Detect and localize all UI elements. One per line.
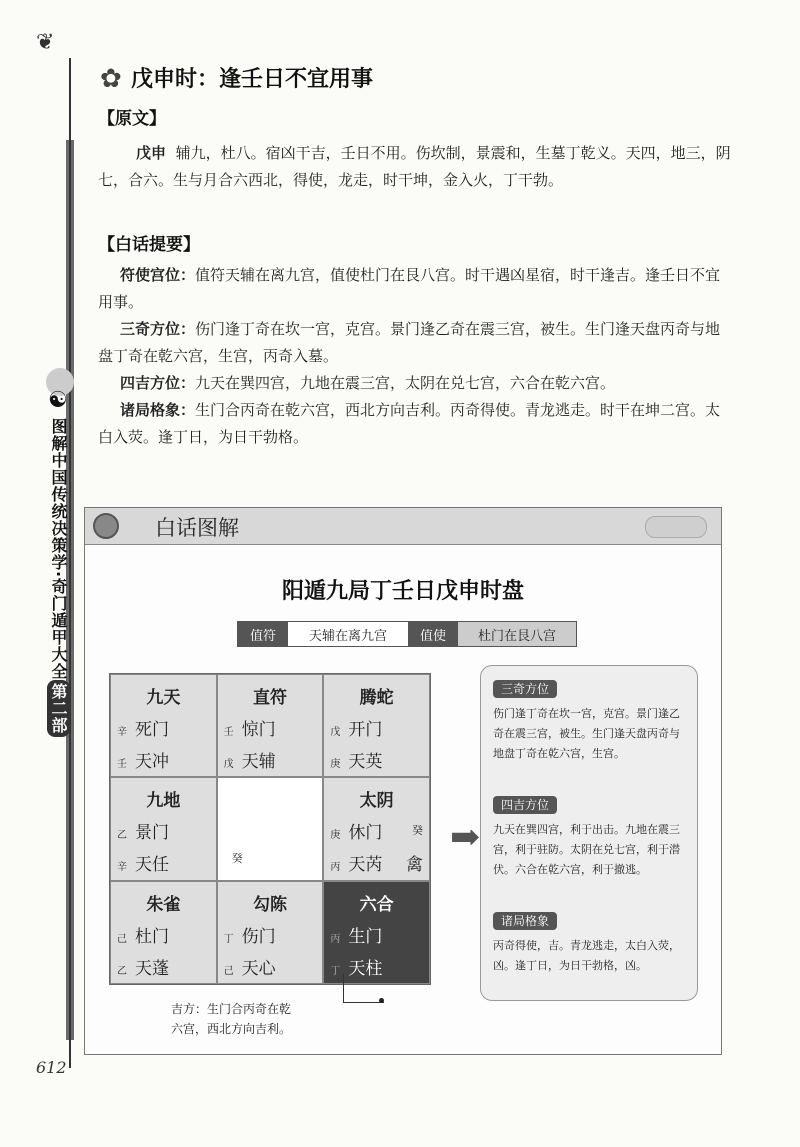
right-arrow-icon: ➡	[450, 817, 481, 858]
baihua-item-label: 三奇方位：	[120, 320, 196, 338]
baihua-item-text: 生门合丙奇在乾六宫，西北方向吉利。丙奇得使。青龙逃走。时干在坤二宫。太白入荧。逢丁日，为日干勃格。	[98, 401, 721, 446]
cell-stem: 丙	[330, 862, 341, 874]
cell-extra-star: 禽	[405, 855, 423, 876]
zhifu-value: 天辅在离九宫	[288, 622, 408, 646]
yuanwen-paragraph	[98, 140, 734, 194]
cell-god: 九天	[146, 688, 181, 708]
cell-row	[117, 818, 169, 843]
cell-stem: 戊	[223, 759, 234, 770]
section-yuanwen-header: 【原文】	[98, 109, 166, 129]
cell-row	[117, 954, 169, 979]
panel-text: 九天在巽四宫，利于出击。九地在震三宫，利于驻防。太阴在兑七宫，利于潜伏。六合在乾六宫，利于撤逃。	[493, 823, 680, 876]
cell-god: 九地	[146, 791, 181, 812]
cell-stem: 辛	[117, 727, 127, 738]
callout-note	[171, 999, 291, 1039]
palace-cell	[110, 777, 217, 880]
palace-cell	[323, 674, 430, 777]
cell-god: 腾蛇	[359, 688, 394, 708]
panel-text: 伤门逢丁奇在坎一宫，克宫。景门逢乙奇在震三宫，被生。生门逢天盘丙奇与地盘丁奇在乾六宫，生宫。	[493, 707, 680, 760]
cell-stem: 庚	[330, 830, 341, 842]
cell-star: 天冲	[135, 752, 169, 772]
center-palace	[217, 777, 324, 880]
cell-row	[224, 747, 276, 772]
cell-door: 休门	[348, 823, 383, 844]
zhifu-label: 值符	[238, 622, 288, 646]
cell-star: 天芮	[348, 855, 383, 876]
diagram-box	[84, 507, 722, 1055]
palace-cell	[217, 674, 324, 777]
cell-god: 六合	[359, 894, 394, 915]
side-title	[44, 418, 70, 737]
baihua-item	[98, 262, 734, 316]
cell-star: 天柱	[348, 958, 383, 979]
cell-door: 伤门	[241, 926, 276, 947]
palace-cell	[110, 674, 217, 777]
cell-star: 天任	[135, 855, 169, 876]
baihua-item-text: 值符天辅在离九宫，值使杜门在艮八宫。时干遇凶星宿，时干逢吉。逢壬日不宜用事。	[98, 266, 721, 311]
cell-row	[117, 747, 169, 772]
diagram-header	[85, 508, 721, 545]
cell-door: 杜门	[135, 926, 169, 947]
cell-door: 生门	[348, 926, 383, 947]
palace-cell	[217, 881, 324, 984]
baihua-item-label: 四吉方位：	[120, 374, 196, 392]
cell-door: 景门	[135, 823, 169, 844]
corner-ornament-icon: ❦	[36, 30, 55, 55]
cell-row	[330, 747, 382, 772]
cell-stem: 乙	[117, 965, 127, 977]
header-ghost-shape	[645, 516, 707, 538]
panel-text: 丙奇得使，吉。青龙逃走，太白入荧，凶。逢丁日，为日干勃格，凶。	[493, 939, 680, 972]
callout-line	[343, 974, 384, 1003]
cell-door: 死门	[135, 720, 169, 740]
cell-god: 勾陈	[252, 894, 287, 915]
callout-line-1: 吉方：生门合丙奇在乾	[171, 1002, 292, 1016]
zhishi-value: 杜门在艮八宫	[458, 622, 576, 646]
section-baihua-header: 【白话提要】	[98, 235, 200, 255]
cell-stem: 乙	[117, 830, 127, 842]
cell-stem: 己	[117, 933, 127, 945]
zhifu-zhishi-bar	[237, 621, 577, 647]
palace-cell	[323, 777, 430, 880]
callout-dot	[379, 998, 384, 1003]
cell-row	[224, 922, 276, 947]
panel-header: 三奇方位	[493, 680, 557, 698]
baihua-item-text: 伤门逢丁奇在坎一宫，克宫。景门逢乙奇在震三宫，被生。生门逢天盘丙奇与地盘丁奇在乾六宫，生宫，丙奇入墓。	[98, 320, 721, 365]
cell-stem: 己	[223, 965, 234, 977]
cell-row	[330, 715, 382, 740]
page-number: 612	[36, 1058, 67, 1077]
baihua-item	[98, 316, 734, 370]
baihua-item	[98, 370, 734, 397]
side-title-text: 图解中国传统决策学·奇门遁甲大全	[49, 418, 68, 681]
yinyang-icon: ☯	[48, 388, 68, 413]
page-title: 戊申时：逢壬日不宜用事	[131, 67, 374, 92]
cell-row	[330, 850, 382, 875]
yuanwen-lead: 戊申	[136, 144, 167, 162]
chart-title: 阳遁九局丁壬日戊申时盘	[281, 579, 524, 604]
cell-row	[117, 850, 169, 875]
cell-stem: 壬	[117, 759, 127, 770]
cell-stem: 丁	[223, 933, 234, 945]
cell-star: 天蓬	[135, 958, 169, 979]
cell-stem: 丁	[330, 965, 341, 977]
cell-star: 天辅	[241, 752, 276, 772]
cell-god: 朱雀	[146, 894, 181, 915]
cell-stem: 壬	[223, 727, 234, 738]
baihua-item	[98, 397, 734, 451]
cell-star: 天心	[241, 958, 276, 979]
cell-row	[117, 715, 169, 740]
cell-stem: 戊	[330, 727, 341, 738]
diagram-header-title: 白话图解	[155, 516, 239, 540]
baihua-item-label: 符使宫位：	[120, 266, 196, 284]
cell-row	[330, 818, 382, 843]
cell-extra-stem: 癸	[411, 824, 423, 838]
callout-line-2: 六宫，西北方向吉利。	[171, 1022, 292, 1036]
cloud-ornament-icon: ✿	[100, 64, 122, 94]
cell-god: 太阴	[359, 791, 394, 812]
cell-door: 开门	[348, 720, 383, 740]
cell-stem: 庚	[330, 759, 341, 770]
center-stem: 癸	[231, 852, 243, 866]
palace-cell	[110, 881, 217, 984]
cell-god: 直符	[252, 688, 287, 708]
side-badge: 第二部	[47, 680, 70, 737]
cell-row	[224, 954, 276, 979]
palace-cell-highlight	[323, 881, 430, 984]
palace-grid	[109, 673, 431, 985]
cell-row	[224, 715, 276, 740]
diagram-logo-icon	[93, 513, 119, 539]
baihua-item-text: 九天在巽四宫，九地在震三宫，太阴在兑七宫，六合在乾六宫。	[195, 374, 616, 392]
panel-header: 诸局格象	[493, 912, 557, 930]
cell-stem: 丙	[330, 933, 341, 945]
cell-row	[117, 922, 169, 947]
cell-door: 惊门	[241, 720, 276, 740]
zhishi-label: 值使	[408, 622, 458, 646]
summary-panel	[480, 665, 698, 1001]
yuanwen-text: 辅九，杜八。宿凶干吉，壬日不用。伤坎制，景震和，生墓丁乾义。天四，地三，阴七，合六。生与月合六西北，得使，龙走，时干坤，金入火，丁干勃。	[98, 144, 731, 189]
panel-header: 四吉方位	[493, 796, 557, 814]
cell-stem: 辛	[117, 862, 127, 874]
cell-row	[330, 922, 382, 947]
baihua-item-label: 诸局格象：	[120, 401, 196, 419]
cell-star: 天英	[348, 752, 383, 772]
